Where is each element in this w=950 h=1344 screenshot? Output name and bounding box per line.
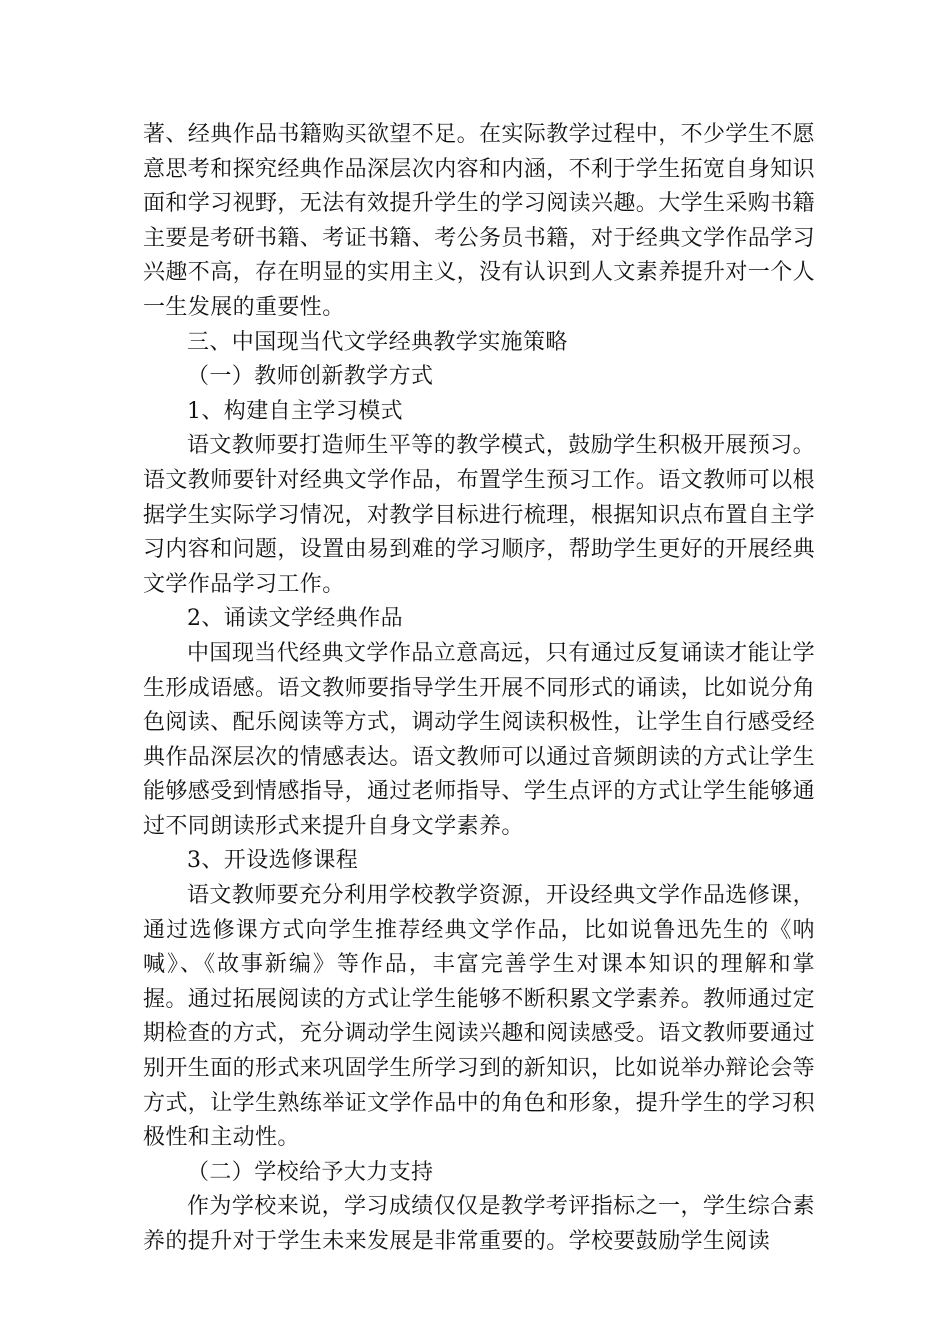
body-paragraph: 作为学校来说，学习成绩仅仅是教学考评指标之一，学生综合素养的提升对于学生未来发展是非常重要的。学校要鼓励学生阅读 (143, 1194, 815, 1254)
item-heading: 2、诵读文学经典作品 (187, 606, 403, 632)
body-paragraph: 著、经典作品书籍购买欲望不足。在实际教学过程中，不少学生不愿意思考和探究经典作品深层次内容和内涵，不利于学生拓宽自身知识面和学习视野，无法有效提升学生的学习阅读兴趣。大学生采购书籍主要是考研书籍、考证书籍、考公务员书籍，对于经典文学作品学习兴趣不高，存在明显的实用主义，没有认识到人文素养提升对一个人一生发展的重要性。 (143, 122, 816, 320)
body-paragraph: 语文教师要充分利用学校教学资源，开设经典文学作品选修课，通过选修课方式向学生推荐经典文学作品，比如说鲁迅先生的《呐喊》、《故事新编》等作品，丰富完善学生对课本知识的理解和掌握。通过拓展阅读的方式让学生能够不断积累文学素养。教师通过定期检查的方式，充分调动学生阅读兴趣和阅读感受。语文教师要通过别开生面的形式来巩固学生所学习到的新知识，比如说举办辩论会等方式，让学生熟练举证文学作品中的角色和形象，提升学生的学习积极性和主动性。 (143, 883, 816, 1151)
document-body (143, 118, 815, 1260)
item-heading: 3、开设选修课程 (187, 848, 359, 874)
section-heading: 三、中国现当代文学经典教学实施策略 (187, 329, 568, 355)
body-paragraph: 语文教师要打造师生平等的教学模式，鼓励学生积极开展预习。语文教师要针对经典文学作品，布置学生预习工作。语文教师可以根据学生实际学习情况，对教学目标进行梳理，根据知识点布置自主学习内容和问题，设置由易到难的学习顺序，帮助学生更好的开展经典文学作品学习工作。 (143, 433, 816, 597)
item-heading: 1、构建自主学习模式 (187, 398, 403, 424)
body-paragraph: 中国现当代经典文学作品立意高远，只有通过反复诵读才能让学生形成语感。语文教师要指导学生开展不同形式的诵读，比如说分角色阅读、配乐阅读等方式，调动学生阅读积极性，让学生自行感受经典作品深层次的情感表达。语文教师可以通过音频朗读的方式让学生能够感受到情感指导，通过老师指导、学生点评的方式让学生能够通过不同朗读形式来提升自身文学素养。 (143, 640, 816, 839)
subsection-heading: （一）教师创新教学方式 (187, 364, 434, 390)
subsection-heading: （二）学校给予大力支持 (187, 1159, 434, 1185)
